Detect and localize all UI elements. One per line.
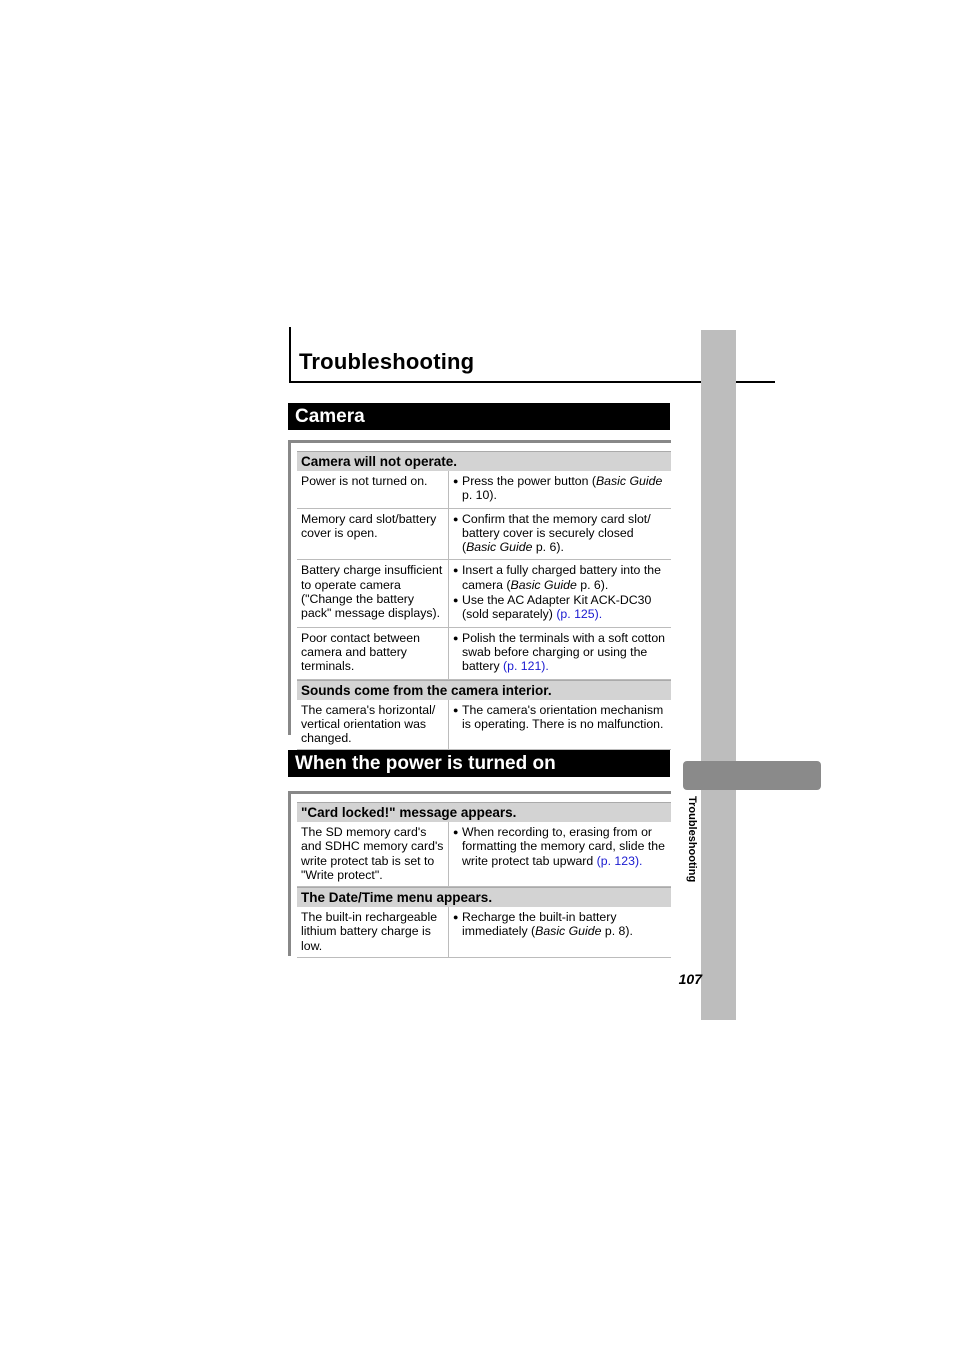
problem-heading: Camera will not operate.	[297, 451, 671, 471]
solution-text-tail: p. 8).	[601, 924, 633, 939]
solution-text: Press the power button (	[462, 474, 596, 488]
problem-heading: "Card locked!" message appears.	[297, 802, 671, 822]
guide-reference: Basic Guide	[466, 540, 533, 555]
cause-cell: Poor contact between camera and battery terminals.	[297, 628, 449, 679]
table-top-rule	[288, 440, 671, 443]
page-reference-link[interactable]: (p. 123).	[596, 853, 643, 868]
solution-text-tail: p. 6).	[532, 540, 564, 555]
solution-text: Confirm that the memory card slot/ battery cover is securely closed (	[462, 511, 651, 555]
page-reference-link[interactable]: (p. 121).	[503, 659, 549, 674]
table-row	[297, 471, 671, 509]
cause-cell: The SD memory card's and SDHC memory card's write protect tab is set to "Write protect".	[297, 822, 449, 886]
solution-text-tail: p. 6).	[576, 577, 609, 592]
troubleshooting-table-camera	[288, 440, 672, 746]
troubleshooting-table-power-on	[288, 791, 672, 956]
guide-reference: Basic Guide	[595, 474, 663, 488]
solution-item	[453, 563, 669, 592]
page-title: Troubleshooting	[299, 349, 475, 374]
header-vertical-rule	[289, 327, 291, 383]
table-row	[297, 509, 671, 561]
problem-heading: The Date/Time menu appears.	[297, 887, 671, 907]
solution-cell	[449, 560, 671, 626]
table-row	[297, 560, 671, 627]
solution-item	[453, 474, 669, 503]
solution-text: Polish the terminals with a soft cotton swab before charging or using the battery	[462, 630, 665, 674]
table-row	[297, 628, 671, 680]
table-left-rule	[288, 791, 291, 956]
table-row	[297, 822, 671, 887]
section-title-power-on: When the power is turned on	[288, 750, 670, 777]
solution-text: Insert a fully charged battery into the camera (	[462, 563, 661, 592]
solution-item	[453, 910, 669, 939]
solution-cell	[449, 628, 671, 679]
solution-cell	[449, 700, 671, 750]
section-title-camera: Camera	[288, 403, 670, 430]
table-left-rule	[288, 440, 291, 735]
solution-cell	[449, 907, 671, 957]
solution-text: When recording to, erasing from or formatting the memory card, slide the write protect tab upward	[462, 825, 665, 868]
cause-cell: Battery charge insufficient to operate camera ("Change the battery pack" message displays).	[297, 560, 449, 626]
solution-item	[453, 825, 669, 868]
solution-item	[453, 593, 669, 622]
table-rows	[297, 451, 671, 750]
side-chapter-tab	[683, 761, 821, 790]
solution-text-tail: p. 10).	[462, 488, 497, 503]
table-top-rule	[288, 791, 671, 794]
table-row	[297, 907, 671, 958]
guide-reference: Basic Guide	[535, 924, 602, 939]
page-reference-link[interactable]: (p. 125).	[556, 607, 603, 622]
side-index-bar	[701, 330, 736, 1020]
cause-cell: Power is not turned on.	[297, 471, 449, 508]
cause-cell: Memory card slot/battery cover is open.	[297, 509, 449, 560]
solution-text: Recharge the built-in battery immediately (	[462, 910, 617, 939]
solution-text: The camera's orientation mechanism is operating. There is no malfunction.	[462, 702, 664, 731]
solution-item	[453, 703, 669, 732]
table-rows	[297, 802, 671, 958]
problem-heading: Sounds come from the camera interior.	[297, 680, 671, 700]
page-number: 107	[678, 971, 702, 987]
solution-item	[453, 631, 669, 674]
guide-reference: Basic Guide	[510, 577, 577, 592]
cause-cell: The camera's horizontal/ vertical orientation was changed.	[297, 700, 449, 750]
solution-cell	[449, 471, 671, 508]
solution-text: Use the AC Adapter Kit ACK-DC30 (sold separately)	[462, 593, 652, 622]
solution-cell	[449, 822, 671, 886]
table-row	[297, 700, 671, 751]
solution-item	[453, 512, 669, 555]
cause-cell: The built-in rechargeable lithium battery charge is low.	[297, 907, 449, 957]
side-chapter-label: Troubleshooting	[686, 796, 698, 883]
solution-cell	[449, 509, 671, 560]
